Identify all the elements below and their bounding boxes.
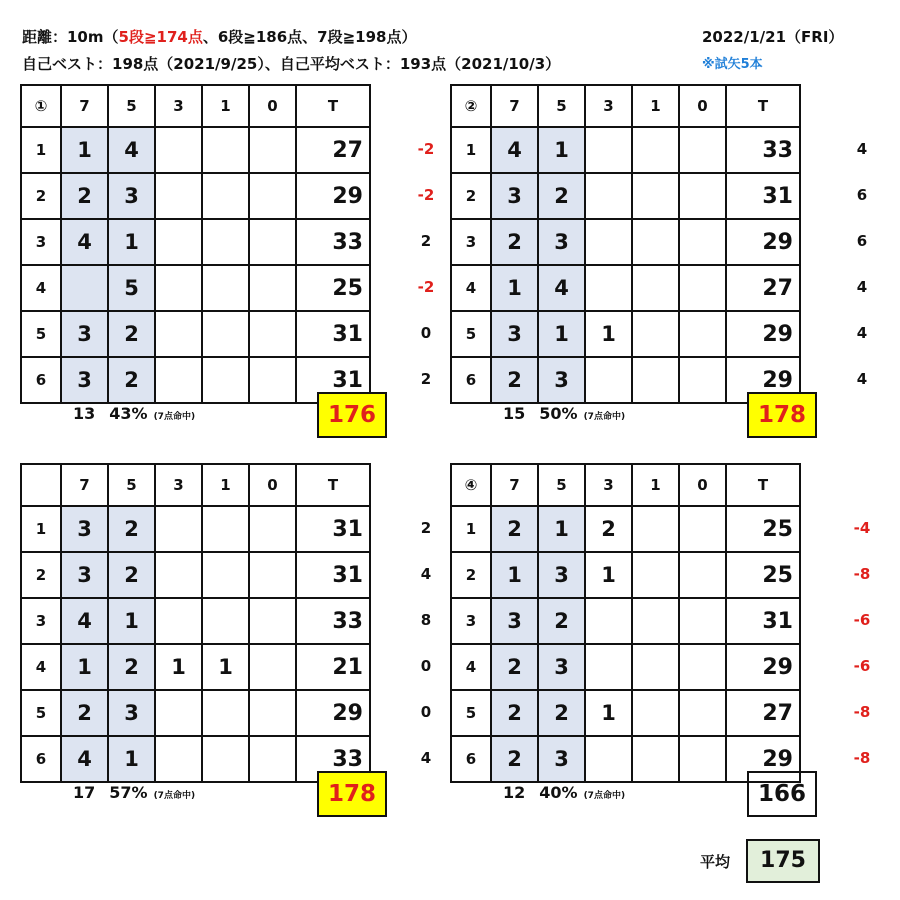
hit-count: 13 <box>73 404 96 423</box>
count-cell <box>249 173 296 219</box>
count-cell <box>155 127 202 173</box>
count-cell <box>249 219 296 265</box>
end-total: 31 <box>296 506 370 552</box>
column-header: 3 <box>585 85 632 127</box>
score-diff: -8 <box>853 703 871 721</box>
count-cell <box>202 173 249 219</box>
score-table-4 <box>450 463 801 783</box>
column-header: 1 <box>632 85 679 127</box>
count-cell <box>202 219 249 265</box>
column-header: 7 <box>61 85 108 127</box>
hit-count: 17 <box>73 783 96 802</box>
table-row <box>21 506 370 552</box>
score-diff: 4 <box>420 749 432 767</box>
end-number: 6 <box>451 357 491 403</box>
count-cell <box>679 311 726 357</box>
hit-summary <box>73 404 195 423</box>
count-cell: 4 <box>61 598 108 644</box>
end-total: 31 <box>726 598 800 644</box>
count-cell: 3 <box>538 644 585 690</box>
count-cell: 3 <box>538 219 585 265</box>
column-header: T <box>726 464 800 506</box>
score-diff: 4 <box>420 565 432 583</box>
score-diff: -4 <box>853 519 871 537</box>
score-diff: 6 <box>856 232 868 250</box>
count-cell: 1 <box>491 552 538 598</box>
count-cell <box>249 736 296 782</box>
end-number: 5 <box>451 690 491 736</box>
end-total: 27 <box>726 265 800 311</box>
count-cell: 3 <box>61 357 108 403</box>
count-cell: 1 <box>61 644 108 690</box>
count-cell: 2 <box>585 506 632 552</box>
count-cell: 1 <box>585 690 632 736</box>
average-label: 平均 <box>700 853 731 871</box>
count-cell <box>632 506 679 552</box>
count-cell <box>679 127 726 173</box>
count-cell <box>61 265 108 311</box>
count-cell <box>202 357 249 403</box>
count-cell: 1 <box>108 219 155 265</box>
count-cell <box>679 173 726 219</box>
count-cell <box>202 127 249 173</box>
count-cell: 2 <box>538 598 585 644</box>
table-row <box>21 127 370 173</box>
count-cell <box>679 219 726 265</box>
header-best: 自己ベスト：198点（2021/9/25）、自己平均ベスト：193点（2021/10/3） <box>22 55 561 73</box>
count-cell: 2 <box>108 357 155 403</box>
end-number: 4 <box>451 644 491 690</box>
end-number: 6 <box>21 357 61 403</box>
count-cell: 2 <box>108 506 155 552</box>
hit-count: 15 <box>503 404 526 423</box>
count-cell <box>249 265 296 311</box>
hit-summary <box>503 783 625 802</box>
count-cell <box>202 736 249 782</box>
count-cell: 4 <box>61 219 108 265</box>
hit-note: (7点命中) <box>153 412 196 422</box>
column-header: 0 <box>249 85 296 127</box>
header-note: ※試矢5本 <box>702 57 763 72</box>
column-header: 3 <box>155 85 202 127</box>
end-number: 3 <box>21 219 61 265</box>
count-cell <box>585 644 632 690</box>
table-row <box>451 552 800 598</box>
count-cell <box>679 644 726 690</box>
count-cell: 2 <box>491 644 538 690</box>
end-total: 25 <box>726 506 800 552</box>
end-total: 27 <box>726 690 800 736</box>
column-header: 7 <box>491 85 538 127</box>
count-cell: 4 <box>108 127 155 173</box>
count-cell <box>585 265 632 311</box>
score-diff: 0 <box>420 324 432 342</box>
count-cell <box>632 552 679 598</box>
count-cell: 3 <box>61 552 108 598</box>
end-number: 1 <box>21 127 61 173</box>
count-cell: 5 <box>108 265 155 311</box>
table-label: ① <box>21 85 61 127</box>
count-cell <box>155 219 202 265</box>
count-cell: 2 <box>491 357 538 403</box>
end-total: 25 <box>296 265 370 311</box>
count-cell: 1 <box>538 506 585 552</box>
end-total: 21 <box>296 644 370 690</box>
column-header: T <box>296 85 370 127</box>
table-row <box>451 219 800 265</box>
score-table-3 <box>20 463 371 783</box>
count-cell: 2 <box>491 506 538 552</box>
end-total: 31 <box>296 357 370 403</box>
column-header: 5 <box>538 464 585 506</box>
count-cell: 3 <box>491 311 538 357</box>
column-header: 0 <box>249 464 296 506</box>
count-cell <box>155 736 202 782</box>
count-cell: 1 <box>202 644 249 690</box>
count-cell: 2 <box>491 219 538 265</box>
score-diff: 6 <box>856 186 868 204</box>
end-total: 29 <box>296 173 370 219</box>
count-cell <box>632 644 679 690</box>
end-number: 2 <box>451 173 491 219</box>
hit-summary <box>73 783 195 802</box>
count-cell <box>155 506 202 552</box>
count-cell: 1 <box>491 265 538 311</box>
end-total: 31 <box>726 173 800 219</box>
end-number: 4 <box>21 644 61 690</box>
column-header: T <box>726 85 800 127</box>
count-cell <box>249 598 296 644</box>
end-number: 4 <box>451 265 491 311</box>
count-cell: 1 <box>585 552 632 598</box>
count-cell <box>202 690 249 736</box>
end-number: 2 <box>21 173 61 219</box>
count-cell <box>249 644 296 690</box>
end-total: 29 <box>726 644 800 690</box>
table-row <box>451 173 800 219</box>
table-label <box>21 464 61 506</box>
count-cell: 1 <box>155 644 202 690</box>
column-header: 3 <box>585 464 632 506</box>
count-cell: 2 <box>108 552 155 598</box>
end-total: 29 <box>726 219 800 265</box>
hit-percent: 43% <box>109 404 148 423</box>
score-diff: 4 <box>856 370 868 388</box>
count-cell: 2 <box>491 736 538 782</box>
column-header: 1 <box>632 464 679 506</box>
count-cell: 2 <box>61 173 108 219</box>
count-cell <box>632 265 679 311</box>
table-row <box>451 598 800 644</box>
count-cell <box>632 173 679 219</box>
score-diff: -2 <box>417 140 435 158</box>
table-row <box>21 598 370 644</box>
count-cell <box>585 736 632 782</box>
table-row <box>21 219 370 265</box>
hit-note: (7点命中) <box>583 412 626 422</box>
score-diff: -6 <box>853 611 871 629</box>
distance-prefix: 距離：10m（ <box>22 28 119 46</box>
count-cell: 2 <box>538 173 585 219</box>
count-cell <box>632 219 679 265</box>
table-row <box>21 552 370 598</box>
score-diff: -2 <box>417 186 435 204</box>
end-number: 5 <box>21 690 61 736</box>
table-row <box>451 265 800 311</box>
end-number: 6 <box>21 736 61 782</box>
round-total: 178 <box>317 771 387 817</box>
table-row <box>451 644 800 690</box>
table-row <box>21 644 370 690</box>
count-cell: 1 <box>108 598 155 644</box>
count-cell: 1 <box>538 127 585 173</box>
table-row <box>21 173 370 219</box>
table-row <box>451 311 800 357</box>
count-cell <box>679 736 726 782</box>
count-cell <box>155 173 202 219</box>
end-total: 29 <box>726 357 800 403</box>
count-cell <box>202 552 249 598</box>
score-diff: 2 <box>420 519 432 537</box>
count-cell <box>632 736 679 782</box>
table-row <box>21 311 370 357</box>
end-total: 33 <box>726 127 800 173</box>
end-number: 3 <box>451 219 491 265</box>
hit-summary <box>503 404 625 423</box>
round-total: 176 <box>317 392 387 438</box>
average-value: 175 <box>746 839 820 883</box>
count-cell: 3 <box>491 598 538 644</box>
count-cell <box>202 598 249 644</box>
hit-count: 12 <box>503 783 526 802</box>
column-header: 3 <box>155 464 202 506</box>
count-cell: 2 <box>61 690 108 736</box>
count-cell: 1 <box>61 127 108 173</box>
distance-red-target: 5段≧174点 <box>118 28 203 46</box>
count-cell <box>679 265 726 311</box>
count-cell: 2 <box>538 690 585 736</box>
count-cell: 4 <box>491 127 538 173</box>
count-cell <box>249 127 296 173</box>
count-cell <box>679 552 726 598</box>
count-cell <box>155 598 202 644</box>
score-diff: 2 <box>420 232 432 250</box>
count-cell: 3 <box>538 357 585 403</box>
column-header: 1 <box>202 85 249 127</box>
end-total: 31 <box>296 552 370 598</box>
hit-percent: 40% <box>539 783 578 802</box>
table-row <box>451 690 800 736</box>
score-diff: 2 <box>420 370 432 388</box>
score-diff: 4 <box>856 278 868 296</box>
count-cell <box>155 265 202 311</box>
count-cell <box>249 690 296 736</box>
table-row <box>451 506 800 552</box>
end-number: 2 <box>21 552 61 598</box>
round-total: 178 <box>747 392 817 438</box>
end-total: 33 <box>296 219 370 265</box>
end-number: 5 <box>451 311 491 357</box>
end-number: 1 <box>21 506 61 552</box>
count-cell <box>585 598 632 644</box>
count-cell <box>249 311 296 357</box>
column-header: 5 <box>538 85 585 127</box>
count-cell <box>679 690 726 736</box>
score-diff: -8 <box>853 749 871 767</box>
score-diff: 4 <box>856 140 868 158</box>
count-cell: 3 <box>61 506 108 552</box>
count-cell: 3 <box>108 173 155 219</box>
end-total: 33 <box>296 598 370 644</box>
round-total: 166 <box>747 771 817 817</box>
count-cell <box>249 506 296 552</box>
hit-percent: 50% <box>539 404 578 423</box>
end-number: 1 <box>451 127 491 173</box>
column-header: 1 <box>202 464 249 506</box>
count-cell <box>202 506 249 552</box>
hit-note: (7点命中) <box>153 791 196 801</box>
count-cell: 3 <box>538 736 585 782</box>
end-total: 29 <box>726 311 800 357</box>
count-cell <box>679 598 726 644</box>
end-total: 25 <box>726 552 800 598</box>
hit-percent: 57% <box>109 783 148 802</box>
count-cell <box>155 357 202 403</box>
count-cell <box>632 311 679 357</box>
count-cell: 2 <box>108 311 155 357</box>
count-cell: 1 <box>538 311 585 357</box>
column-header: T <box>296 464 370 506</box>
count-cell: 1 <box>585 311 632 357</box>
end-number: 6 <box>451 736 491 782</box>
count-cell <box>202 265 249 311</box>
count-cell <box>585 173 632 219</box>
column-header: 7 <box>61 464 108 506</box>
column-header: 0 <box>679 464 726 506</box>
end-total: 31 <box>296 311 370 357</box>
column-header: 5 <box>108 85 155 127</box>
count-cell: 2 <box>491 690 538 736</box>
count-cell <box>155 311 202 357</box>
score-table-2 <box>450 84 801 404</box>
table-label: ④ <box>451 464 491 506</box>
score-diff: -6 <box>853 657 871 675</box>
distance-suffix: 、6段≧186点、7段≧198点） <box>202 28 417 46</box>
count-cell <box>585 127 632 173</box>
count-cell <box>249 552 296 598</box>
end-total: 29 <box>726 736 800 782</box>
end-total: 29 <box>296 690 370 736</box>
score-diff: 4 <box>856 324 868 342</box>
end-number: 5 <box>21 311 61 357</box>
count-cell <box>585 357 632 403</box>
score-diff: -2 <box>417 278 435 296</box>
end-number: 3 <box>21 598 61 644</box>
end-number: 2 <box>451 552 491 598</box>
count-cell <box>249 357 296 403</box>
count-cell <box>632 690 679 736</box>
header-date: 2022/1/21（FRI） <box>702 28 844 46</box>
count-cell: 3 <box>61 311 108 357</box>
count-cell: 4 <box>61 736 108 782</box>
end-number: 4 <box>21 265 61 311</box>
count-cell: 2 <box>108 644 155 690</box>
table-label: ② <box>451 85 491 127</box>
end-number: 1 <box>451 506 491 552</box>
column-header: 5 <box>108 464 155 506</box>
column-header: 7 <box>491 464 538 506</box>
count-cell <box>155 690 202 736</box>
score-diff: 8 <box>420 611 432 629</box>
count-cell: 3 <box>108 690 155 736</box>
count-cell: 3 <box>538 552 585 598</box>
count-cell <box>585 219 632 265</box>
hit-note: (7点命中) <box>583 791 626 801</box>
count-cell: 4 <box>538 265 585 311</box>
end-number: 3 <box>451 598 491 644</box>
count-cell <box>632 357 679 403</box>
count-cell <box>679 506 726 552</box>
count-cell: 3 <box>491 173 538 219</box>
score-diff: 0 <box>420 703 432 721</box>
count-cell <box>632 127 679 173</box>
header-distance <box>22 26 416 47</box>
end-total: 27 <box>296 127 370 173</box>
end-total: 33 <box>296 736 370 782</box>
table-row <box>451 127 800 173</box>
count-cell <box>202 311 249 357</box>
count-cell <box>155 552 202 598</box>
count-cell <box>679 357 726 403</box>
count-cell <box>632 598 679 644</box>
table-row <box>21 690 370 736</box>
score-diff: -8 <box>853 565 871 583</box>
column-header: 0 <box>679 85 726 127</box>
score-table-1 <box>20 84 371 404</box>
score-diff: 0 <box>420 657 432 675</box>
count-cell: 1 <box>108 736 155 782</box>
table-row <box>21 265 370 311</box>
